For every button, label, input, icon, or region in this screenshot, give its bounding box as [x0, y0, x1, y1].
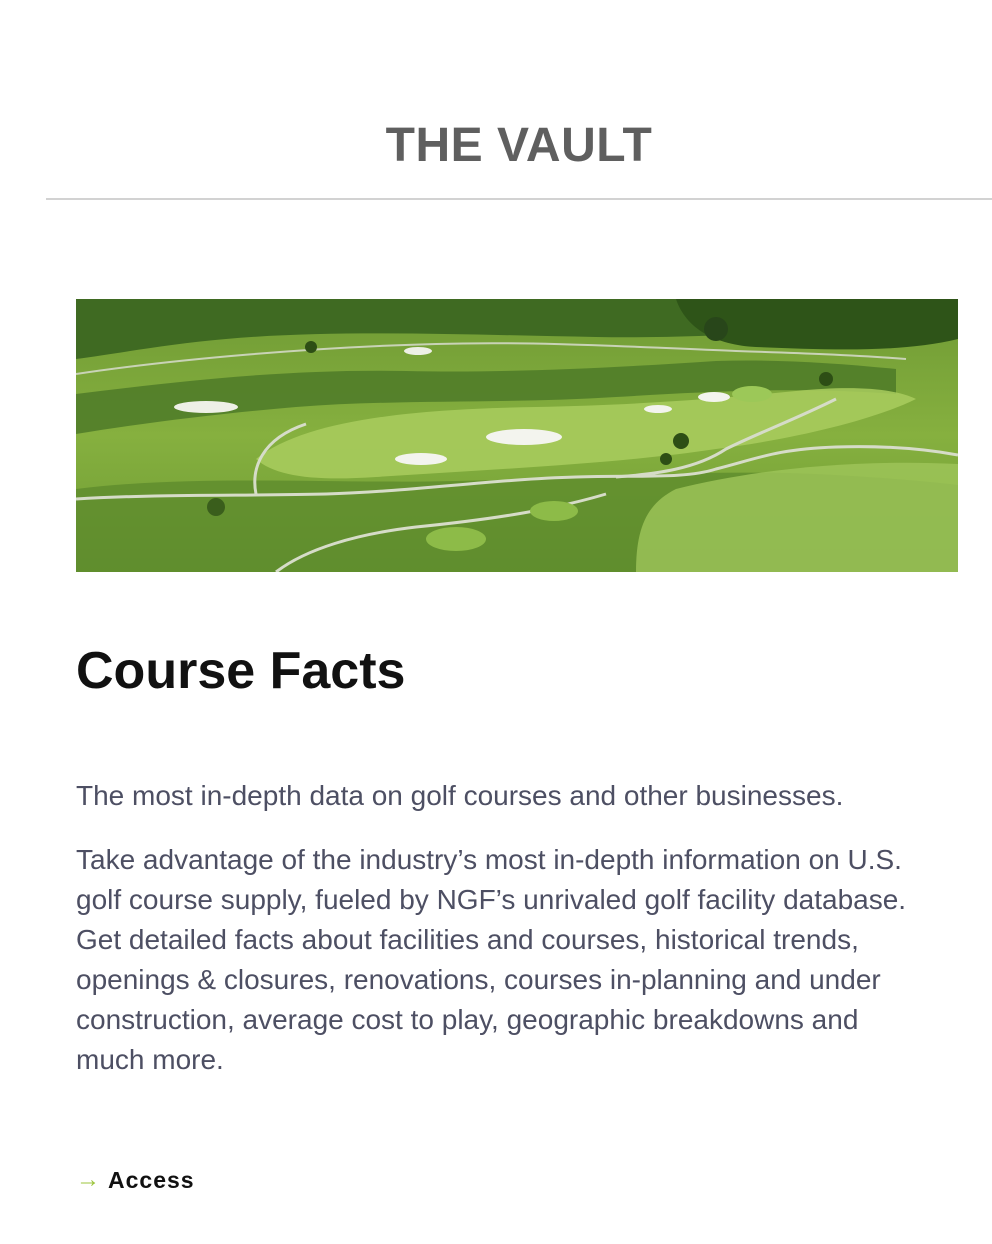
card-title: Course Facts — [76, 642, 406, 700]
access-link[interactable] — [76, 1164, 195, 1196]
course-hero-image — [76, 299, 958, 572]
card-description: Take advantage of the industry’s most in-depth information on U.S. golf course supply, fueled by NGF’s unrivaled golf facility database. Get detailed facts about facilities and courses, historical trends, openings & closures, renovations, courses in-planning and under construction, average cost to play, geographic breakdowns and much more. — [76, 844, 907, 1075]
card-lead-text: The most in-depth data on golf courses and other businesses. — [76, 780, 844, 811]
page-title: THE VAULT — [385, 119, 653, 172]
site-header — [46, 0, 992, 200]
arrow-right-icon: → — [76, 1166, 100, 1193]
golf-course-aerial-icon — [76, 299, 958, 572]
access-link-label: Access — [108, 1167, 195, 1193]
